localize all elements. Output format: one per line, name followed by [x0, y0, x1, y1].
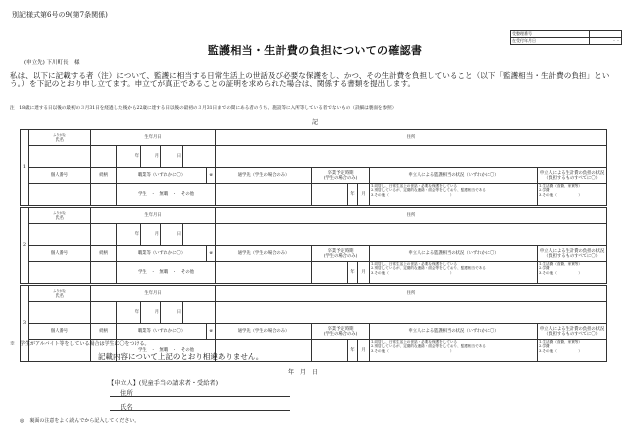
graduation-field[interactable] — [312, 262, 348, 284]
relation-header: 続柄 — [91, 168, 117, 184]
id-number-header: 個人番号 — [29, 324, 91, 340]
footer-note: ◎ 裏面の注意をよく読んでから記入してください。 — [20, 418, 140, 424]
furigana-label: ふりがな — [53, 288, 66, 293]
claimant-address-field[interactable] — [110, 396, 290, 397]
claimant-label: 【申立人】(児童手当の請求者・受給者) — [108, 380, 219, 387]
year-label: 年 — [117, 302, 141, 324]
birth-spacer — [183, 146, 216, 168]
birth-spacer — [183, 224, 216, 246]
custody-header: 申立人による監護相当の状況（いずれかに〇） — [370, 324, 538, 340]
name-field[interactable] — [29, 224, 91, 246]
birth-era-field[interactable] — [91, 224, 117, 246]
custody-options[interactable]: 1.同居し、日常生活上の世話・必要な保護をしている 2.別居しているが、定期的な連絡・面会等をしており、監護相当である 3.その他（ ） — [370, 184, 538, 206]
school-field[interactable] — [216, 184, 312, 206]
occupation-header: 職業等（いずれかに〇） — [117, 168, 207, 184]
row-number: 2 — [21, 208, 29, 284]
mark-label: ※ — [207, 324, 216, 340]
name-label: 氏名 — [55, 215, 64, 221]
graduation-year: 年 — [348, 184, 358, 206]
month-label: 月 — [141, 224, 161, 246]
custody-options[interactable]: 1.同居し、日常生活上の世話・必要な保護をしている 2.別居しているが、定期的な連絡・面会等をしており、監護相当である 3.その他（ ） — [370, 340, 538, 362]
support-options[interactable]: 1.生活費（食費、家賃等） 2.学費 3.その他（ ） — [538, 262, 607, 284]
claimant-name-label: 氏名 — [120, 403, 133, 411]
graduation-year: 年 — [348, 262, 358, 284]
relation-header: 続柄 — [91, 246, 117, 262]
addressee: (申立先) 下川町長 様 — [24, 60, 80, 66]
birth-header: 生年月日 — [91, 130, 216, 146]
day-label: 日 — [161, 146, 183, 168]
ki-heading: 記 — [311, 119, 318, 126]
school-header: 通学先（学生の場合のみ） — [216, 324, 312, 340]
birth-header: 生年月日 — [91, 208, 216, 224]
id-number-field[interactable] — [29, 262, 91, 284]
graduation-header: 卒業予定時期 (学生の場合のみ) — [312, 246, 370, 262]
birth-era-field[interactable] — [91, 302, 117, 324]
confirmation-statement: 記載内容について上記のとおり相違ありません。 — [98, 352, 264, 361]
address-header: 住所 — [216, 286, 607, 302]
year-label: 年 — [117, 146, 141, 168]
reception-number-label: 受整理番号 — [511, 31, 590, 38]
graduation-month: 月 — [358, 340, 370, 362]
mark-label: ※ — [207, 168, 216, 184]
month-label: 月 — [141, 146, 161, 168]
graduation-month: 月 — [358, 184, 370, 206]
name-header — [29, 208, 91, 224]
student-note: ※ 学生がアルバイト等をしている場合は学生に〇をつける。 — [10, 341, 150, 347]
support-header: 申立人による生計費の負担の状況（負担するものすべてに〇） — [538, 324, 607, 340]
custody-header: 申立人による監護相当の状況（いずれかに〇） — [370, 246, 538, 262]
day-label: 日 — [161, 224, 183, 246]
relation-field[interactable] — [91, 184, 117, 206]
furigana-label: ふりがな — [53, 132, 66, 137]
occupation-header: 職業等（いずれかに〇） — [117, 246, 207, 262]
graduation-header: 卒業予定時期 (学生の場合のみ) — [312, 168, 370, 184]
occupation-options[interactable]: 学生 ・ 無職 ・ その他 — [117, 262, 216, 284]
name-header — [29, 130, 91, 146]
reception-number-field[interactable] — [589, 31, 621, 38]
occupation-options[interactable]: 学生 ・ 無職 ・ その他 — [117, 340, 216, 362]
name-field[interactable] — [29, 302, 91, 324]
relation-field[interactable] — [91, 262, 117, 284]
year-label: 年 — [117, 224, 141, 246]
name-field[interactable] — [29, 146, 91, 168]
school-header: 通学先（学生の場合のみ） — [216, 246, 312, 262]
address-field[interactable] — [216, 146, 607, 168]
graduation-field[interactable] — [312, 340, 348, 362]
support-header: 申立人による生計費の負担の状況（負担するものすべてに〇） — [538, 246, 607, 262]
declaration-text: 私は、以下に記載する者（注）について、監護に相当する日常生活上の世話及び必要な保護をし、かつ、その生計費を負担していること（以下「監護相当・生計費の負担」という。）を下記のとおり申し立てます。申立てが真正であることの証明を求められた場合は、関係する書類を提出します。 — [10, 71, 610, 89]
custody-header: 申立人による監護相当の状況（いずれかに〇） — [370, 168, 538, 184]
row-number: 3 — [21, 286, 29, 362]
person-row — [21, 286, 607, 302]
furigana-label: ふりがな — [53, 210, 66, 215]
eligibility-note: 注 18歳に達する日以後の最初の３月31日を経過した後から22歳に達する日以後の最初の３月31日までの間にある者のうち、施設等に入所等している者でないもの（詳細は裏面を参照） — [10, 106, 397, 111]
month-label: 月 — [141, 302, 161, 324]
id-number-header: 個人番号 — [29, 168, 91, 184]
address-field[interactable] — [216, 302, 607, 324]
graduation-field[interactable] — [312, 184, 348, 206]
custody-options[interactable]: 1.同居し、日常生活上の世話・必要な保護をしている 2.別居しているが、定期的な連絡・面会等をしており、監護相当である 3.その他（ ） — [370, 262, 538, 284]
support-options[interactable]: 1.生活費（食費、家賃等） 2.学費 3.その他（ ） — [538, 184, 607, 206]
support-options[interactable]: 1.生活費（食費、家賃等） 2.学費 3.その他（ ） — [538, 340, 607, 362]
graduation-month: 月 — [358, 262, 370, 284]
school-field[interactable] — [216, 262, 312, 284]
graduation-header: 卒業予定時期 (学生の場合のみ) — [312, 324, 370, 340]
mark-label: ※ — [207, 246, 216, 262]
school-header: 通学先（学生の場合のみ） — [216, 168, 312, 184]
graduation-year: 年 — [348, 340, 358, 362]
id-number-header: 個人番号 — [29, 246, 91, 262]
birth-header: 生年月日 — [91, 286, 216, 302]
name-header — [29, 286, 91, 302]
claimant-name-field[interactable] — [110, 410, 290, 411]
address-field[interactable] — [216, 224, 607, 246]
day-label: 日 — [161, 302, 183, 324]
birth-spacer — [183, 302, 216, 324]
birth-era-field[interactable] — [91, 146, 117, 168]
claimant-address-label: 住所 — [120, 389, 133, 397]
id-number-field[interactable] — [29, 184, 91, 206]
person-row — [21, 208, 607, 224]
person-table — [20, 129, 607, 362]
name-label: 氏名 — [55, 293, 64, 299]
address-header: 住所 — [216, 208, 607, 224]
page-title: 監護相当・生計費の負担についての確認書 — [207, 44, 423, 57]
support-header: 申立人による生計費の負担の状況（負担するものすべてに〇） — [538, 168, 607, 184]
occupation-header: 職業等（いずれかに〇） — [117, 324, 207, 340]
reception-date-field[interactable]: ・・ — [589, 38, 621, 45]
name-label: 氏名 — [55, 137, 64, 143]
reception-date-label: 在受付年月日 — [511, 38, 590, 45]
signature-date[interactable]: 年 月 日 — [288, 369, 319, 376]
person-row — [21, 130, 607, 146]
form-number: 別記様式第6号の9(第7条関係) — [12, 11, 108, 19]
row-number: 1 — [21, 130, 29, 206]
relation-header: 続柄 — [91, 324, 117, 340]
address-header: 住所 — [216, 130, 607, 146]
occupation-options[interactable]: 学生 ・ 無職 ・ その他 — [117, 184, 216, 206]
